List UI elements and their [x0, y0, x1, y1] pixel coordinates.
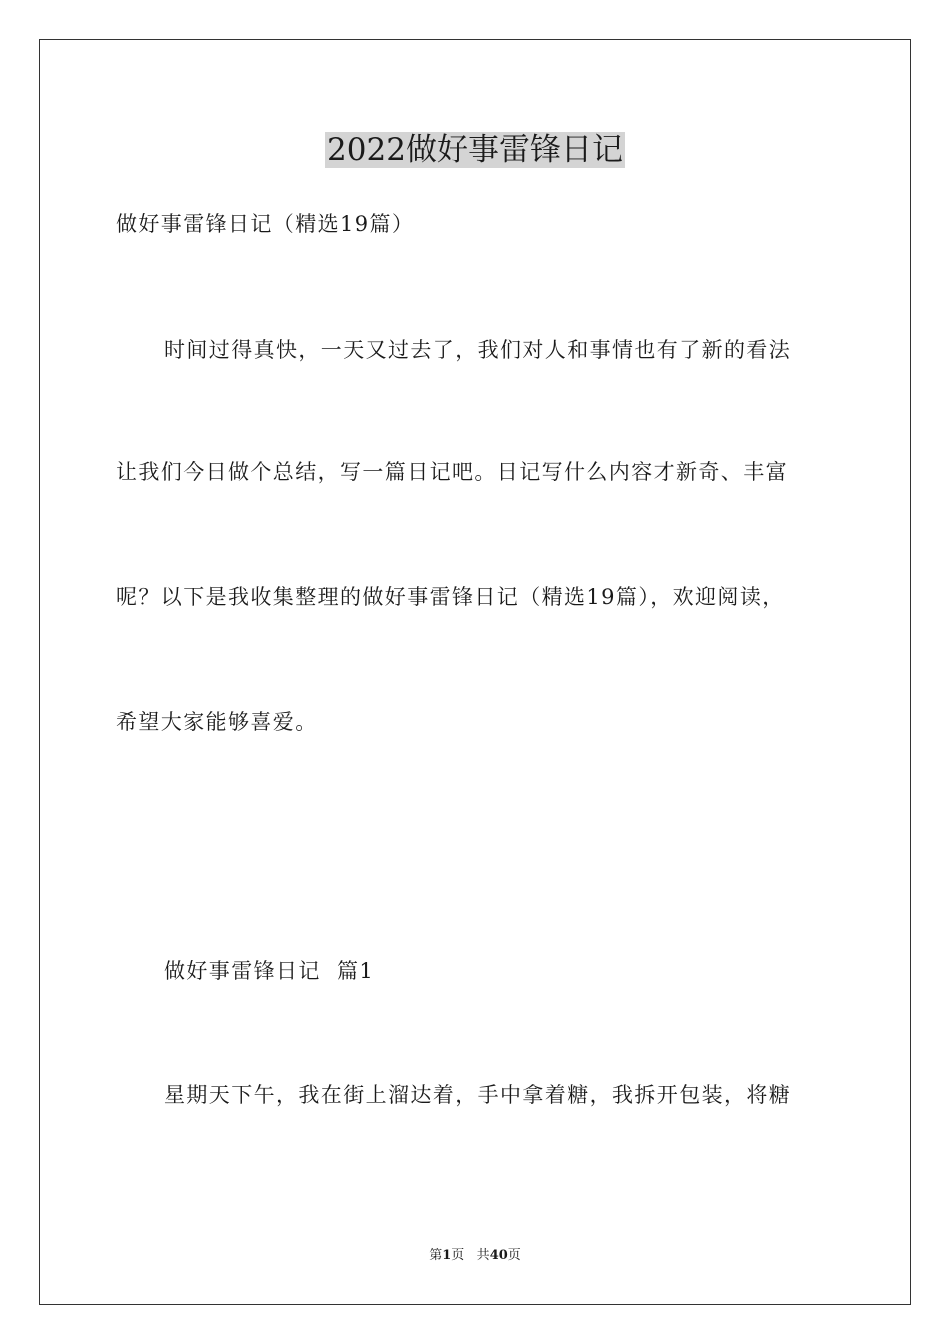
footer-total-suffix: 页	[507, 1248, 521, 1263]
footer-total-prefix: 共	[476, 1248, 490, 1263]
footer-total-pages: 40	[489, 1248, 508, 1263]
intro-line-4: 希望大家能够喜爱。	[116, 710, 318, 734]
intro-line-2: 让我们今日做个总结，写一篇日记吧。日记写什么内容才新奇、丰富	[116, 460, 788, 484]
page-footer	[0, 1247, 950, 1265]
section-heading: 做好事雷锋日记 篇1	[164, 959, 375, 983]
footer-page-number: 1	[442, 1248, 452, 1263]
document-title-text: 2022做好事雷锋日记	[327, 132, 623, 168]
footer-page-prefix: 第	[429, 1248, 443, 1263]
intro-line-1: 时间过得真快，一天又过去了，我们对人和事情也有了新的看法	[164, 338, 792, 362]
document-subtitle: 做好事雷锋日记（精选19篇）	[116, 212, 415, 236]
intro-line-3: 呢？以下是我收集整理的做好事雷锋日记（精选19篇），欢迎阅读，	[116, 585, 785, 609]
footer-page-suffix: 页	[451, 1248, 465, 1263]
body-line-1: 星期天下午，我在街上溜达着，手中拿着糖，我拆开包装，将糖	[164, 1083, 792, 1107]
document-title	[0, 124, 950, 176]
